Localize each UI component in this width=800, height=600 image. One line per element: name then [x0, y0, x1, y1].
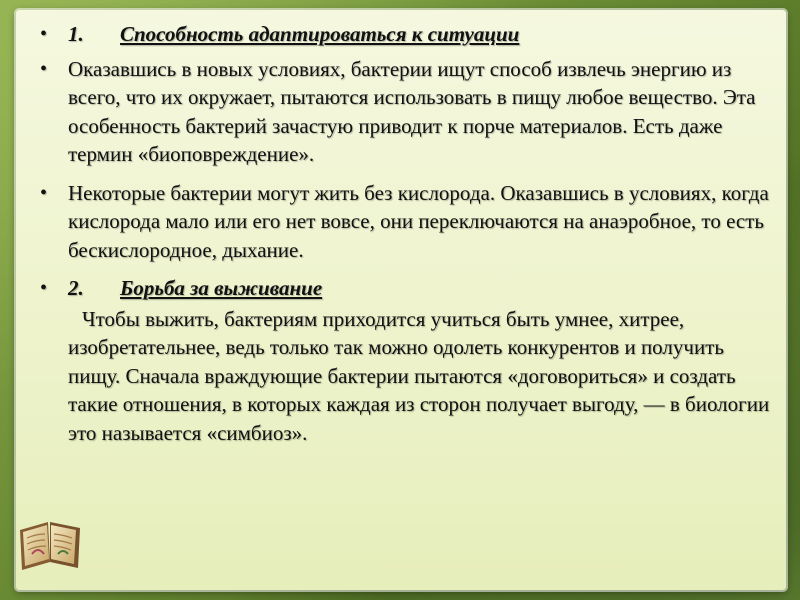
bullet-paragraph-1	[40, 55, 770, 169]
section-number: 1.	[68, 22, 84, 46]
section-title: Способность адаптироваться к ситуации	[120, 22, 520, 46]
section-title: Борьба за выживание	[120, 276, 323, 300]
paragraph-text: Оказавшись в новых условиях, бактерии ищут способ извлечь энергию из всего, что их окружает, пытаются использовать в пищу любое вещество. Эта особенность бактерий зачастую приводит к порче материалов. Есть даже термин «биоповреждение».	[68, 56, 756, 166]
open-book-icon	[16, 510, 88, 576]
section-heading-1	[40, 20, 770, 49]
slide-content	[40, 20, 770, 447]
paragraph-text: Чтобы выжить, бактериям приходится учиться быть умнее, хитрее, изобретательнее, ведь только так можно одолеть конкурентов и получить пищу. Сначала враждующие бактерии пытаются «договориться» и создать такие отношения, в которых каждая из сторон получает выгоду, — в биологии это называется «симбиоз».	[68, 306, 770, 445]
slide-panel	[16, 10, 786, 590]
bullet: •	[40, 23, 48, 45]
section-number: 2.	[68, 276, 84, 300]
bullet-paragraph-2	[40, 179, 770, 265]
indented-paragraph	[40, 305, 770, 448]
bullet: •	[40, 277, 48, 299]
bullet: •	[40, 181, 48, 204]
bullet: •	[40, 57, 48, 80]
section-heading-2	[40, 274, 770, 303]
paragraph-text: Некоторые бактерии могут жить без кислорода. Оказавшись в условиях, когда кислорода мало или его нет вовсе, они переключаются на анаэробное, то есть бескислородное, дыхание.	[68, 180, 769, 262]
